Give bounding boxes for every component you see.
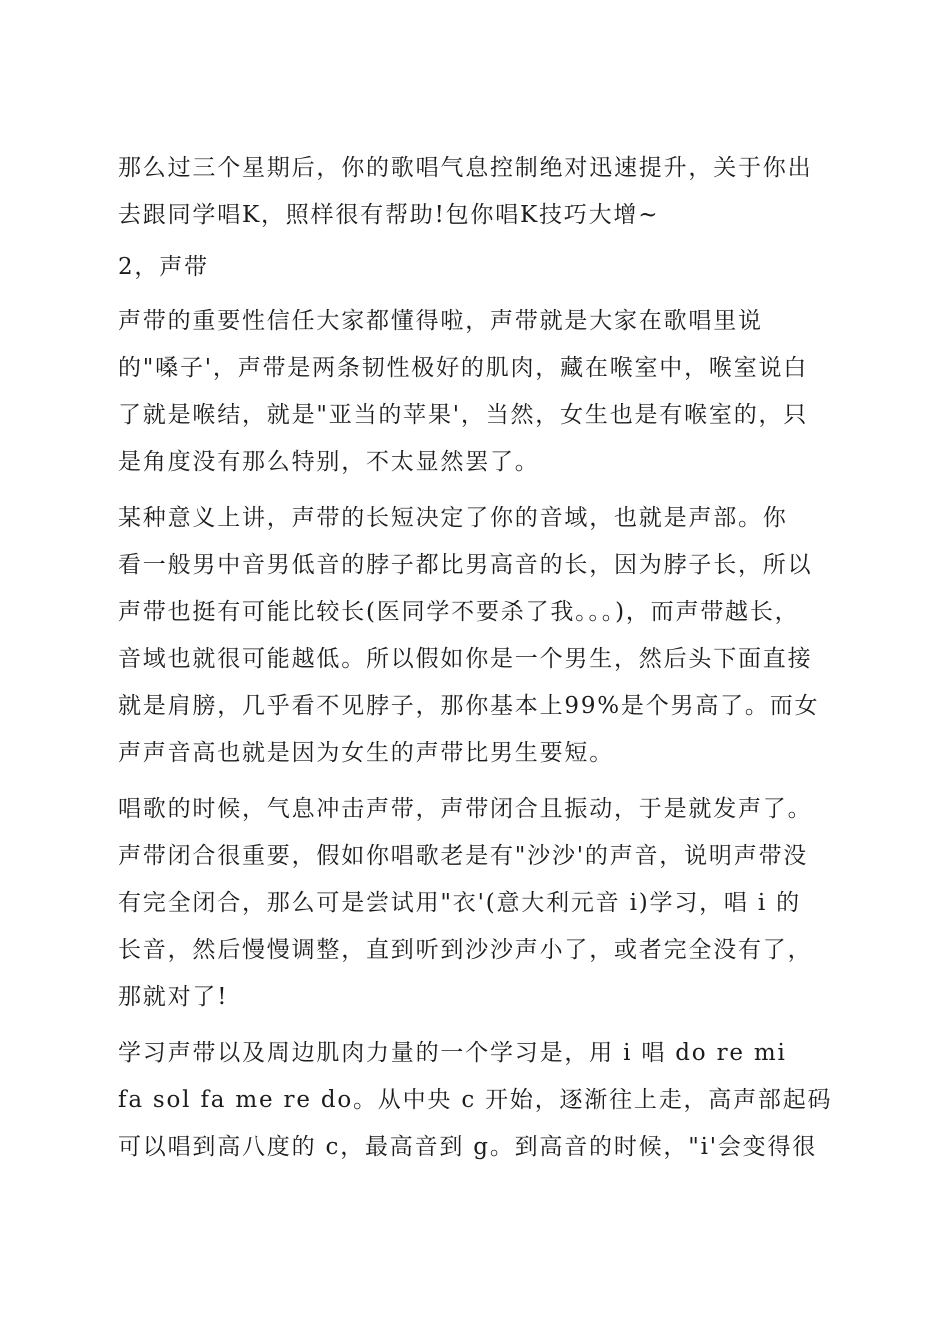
text-line: fa sol fa me re do。从中央 c 开始，逐渐往上走，高声部起码	[118, 1087, 833, 1113]
text-line: 长音，然后慢慢调整，直到听到沙沙声小了，或者完全没有了，	[118, 937, 813, 963]
text-line: 了就是喉结，就是"亚当的苹果'，当然，女生也是有喉室的，只	[118, 402, 809, 428]
text-line: 声声音高也就是因为女生的声带比男生要短。	[118, 740, 614, 766]
text-line: 看一般男中音男低音的脖子都比男高音的长，因为脖子长，所以	[118, 552, 813, 578]
text-line: 唱歌的时候，气息冲击声带，声带闭合且振动，于是就发声了。	[118, 796, 813, 822]
text-line: 那就对了!	[118, 984, 229, 1010]
text-line: 某种意义上讲，声带的长短决定了你的音域，也就是声部。你	[118, 505, 788, 531]
text-line: 是角度没有那么特别，不太显然罢了。	[118, 449, 540, 475]
text-line: 音域也就很可能越低。所以假如你是一个男生，然后头下面直接	[118, 646, 813, 672]
text-line: 声带闭合很重要，假如你唱歌老是有"沙沙'的声音，说明声带没	[118, 843, 809, 869]
text-line: 那么过三个星期后，你的歌唱气息控制绝对迅速提升，关于你出	[118, 155, 813, 181]
text-line: 声带也挺有可能比较长(医同学不要杀了我。。。)，而声带越长，	[118, 599, 800, 625]
text-line: 的"嗓子'，声带是两条韧性极好的肌肉，藏在喉室中，喉室说白	[118, 355, 809, 381]
text-line: 就是肩膀，几乎看不见脖子，那你基本上99%是个男高了。而女	[118, 693, 820, 719]
text-line: 有完全闭合，那么可是尝试用"衣'(意大利元音 i)学习，唱 i 的	[118, 890, 801, 916]
text-line: 声带的重要性信任大家都懂得啦，声带就是大家在歌唱里说	[118, 308, 763, 334]
text-line: 学习声带以及周边肌肉力量的一个学习是，用 i 唱 do re mi	[118, 1040, 787, 1066]
text-line: 可以唱到高八度的 c，最高音到 g。到高音的时候，"i'会变得很	[118, 1134, 818, 1160]
section-heading: 2，声带	[118, 254, 209, 280]
text-line: 去跟同学唱K，照样很有帮助!包你唱K技巧大增~	[118, 202, 660, 228]
